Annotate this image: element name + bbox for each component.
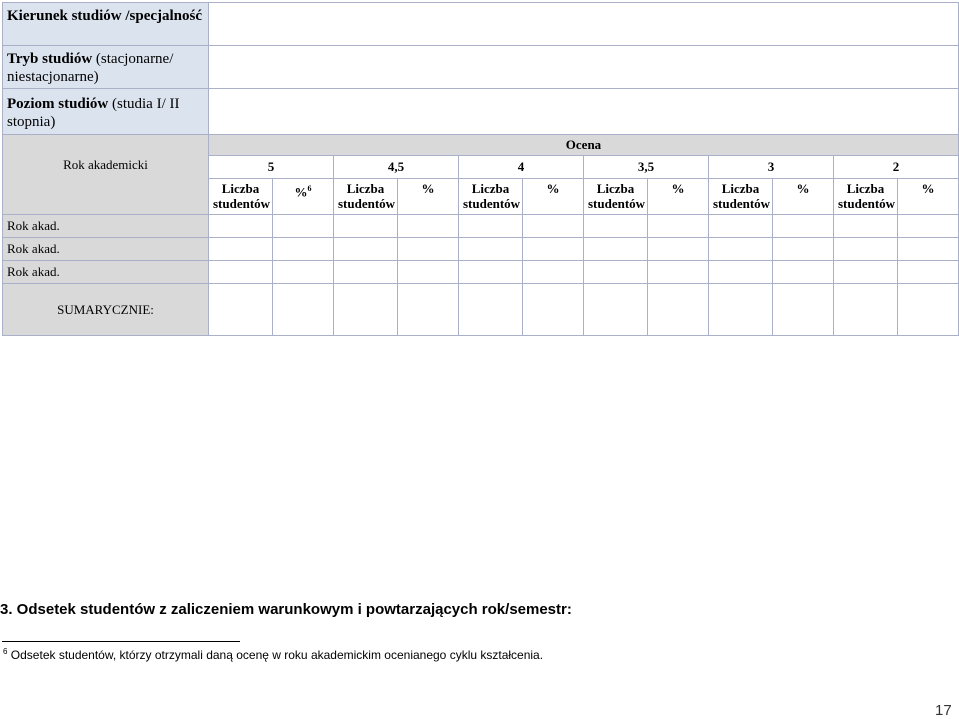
liczba-header-5: Liczba studentów bbox=[209, 179, 273, 215]
data-cell[interactable] bbox=[834, 261, 898, 284]
data-cell[interactable] bbox=[334, 238, 398, 261]
row-label: Rok akad. bbox=[3, 215, 209, 238]
data-cell[interactable] bbox=[773, 284, 834, 336]
data-cell[interactable] bbox=[648, 284, 709, 336]
data-cell[interactable] bbox=[648, 238, 709, 261]
data-cell[interactable] bbox=[334, 215, 398, 238]
data-cell[interactable] bbox=[773, 261, 834, 284]
page-number: 17 bbox=[935, 702, 952, 719]
tryb-cell bbox=[3, 46, 209, 89]
percent-header-4-5: % bbox=[398, 179, 459, 215]
rok-akademicki-label: Rok akademicki bbox=[63, 157, 148, 172]
data-cell[interactable] bbox=[398, 261, 459, 284]
data-cell[interactable] bbox=[898, 261, 959, 284]
grade-3: 3 bbox=[709, 156, 834, 179]
ocena-label: Ocena bbox=[565, 137, 602, 152]
data-cell[interactable] bbox=[459, 215, 523, 238]
poziom-value-cell[interactable] bbox=[209, 89, 959, 135]
evaluation-form-table bbox=[2, 2, 959, 336]
data-cell[interactable] bbox=[584, 215, 648, 238]
data-cell[interactable] bbox=[398, 215, 459, 238]
data-cell[interactable] bbox=[334, 284, 398, 336]
data-cell[interactable] bbox=[898, 215, 959, 238]
summary-label: SUMARYCZNIE: bbox=[3, 284, 209, 336]
data-cell[interactable] bbox=[459, 261, 523, 284]
table-row bbox=[3, 215, 959, 238]
data-cell[interactable] bbox=[273, 261, 334, 284]
liczba-header-4-5: Liczba studentów bbox=[334, 179, 398, 215]
data-cell[interactable] bbox=[834, 215, 898, 238]
data-cell[interactable] bbox=[773, 238, 834, 261]
poziom-cell bbox=[3, 89, 209, 135]
data-cell[interactable] bbox=[334, 261, 398, 284]
data-cell[interactable] bbox=[584, 284, 648, 336]
data-cell[interactable] bbox=[834, 284, 898, 336]
data-cell[interactable] bbox=[834, 238, 898, 261]
percent-header-3: % bbox=[773, 179, 834, 215]
footnote-separator bbox=[2, 641, 240, 642]
tryb-note: (stacjonarne/ niestacjonarne) bbox=[7, 51, 174, 85]
percent-header-3-5: % bbox=[648, 179, 709, 215]
grade-4: 4 bbox=[459, 156, 584, 179]
data-cell[interactable] bbox=[898, 284, 959, 336]
kierunek-label: Kierunek studiów /specjalność bbox=[7, 8, 203, 24]
grade-4-5: 4,5 bbox=[334, 156, 459, 179]
data-cell[interactable] bbox=[898, 238, 959, 261]
kierunek-cell bbox=[3, 3, 209, 46]
data-cell[interactable] bbox=[709, 238, 773, 261]
data-cell[interactable] bbox=[773, 215, 834, 238]
grade-2: 2 bbox=[834, 156, 959, 179]
percent-header-5: %$^6$ bbox=[273, 179, 334, 215]
data-cell[interactable] bbox=[459, 284, 523, 336]
data-cell[interactable] bbox=[273, 215, 334, 238]
grade-5: 5 bbox=[209, 156, 334, 179]
data-cell[interactable] bbox=[209, 215, 273, 238]
tryb-label: Tryb studiów bbox=[7, 51, 93, 67]
data-cell[interactable] bbox=[709, 261, 773, 284]
footnote-mark: 6 bbox=[3, 647, 8, 656]
liczba-header-2: Liczba studentów bbox=[834, 179, 898, 215]
data-cell[interactable] bbox=[209, 238, 273, 261]
data-cell[interactable] bbox=[523, 284, 584, 336]
data-cell[interactable] bbox=[709, 215, 773, 238]
tryb-value-cell[interactable] bbox=[209, 46, 959, 89]
data-cell[interactable] bbox=[523, 215, 584, 238]
grade-3-5: 3,5 bbox=[584, 156, 709, 179]
data-cell[interactable] bbox=[273, 284, 334, 336]
footnote bbox=[3, 647, 543, 662]
data-cell[interactable] bbox=[709, 284, 773, 336]
footnote-text: Odsetek studentów, którzy otrzymali daną ocenę w roku akademickim ocenianego cyklu kształcenia. bbox=[10, 648, 544, 662]
section-3-heading: 3. Odsetek studentów z zaliczeniem warunkowym i powtarzających rok/semestr: bbox=[0, 601, 572, 618]
kierunek-value-cell[interactable] bbox=[209, 3, 959, 46]
poziom-label: Poziom studiów bbox=[7, 96, 109, 112]
summary-row bbox=[3, 284, 959, 336]
data-cell[interactable] bbox=[459, 238, 523, 261]
percent-header-4: % bbox=[523, 179, 584, 215]
footnote-ref: 6 bbox=[307, 184, 312, 193]
liczba-header-3-5: Liczba studentów bbox=[584, 179, 648, 215]
poziom-note: (studia I/ II stopnia) bbox=[7, 96, 180, 130]
data-cell[interactable] bbox=[209, 261, 273, 284]
data-cell[interactable] bbox=[523, 261, 584, 284]
table-row bbox=[3, 238, 959, 261]
percent-header-2: % bbox=[898, 179, 959, 215]
liczba-header-3: Liczba studentów bbox=[709, 179, 773, 215]
row-label: Rok akad. bbox=[3, 261, 209, 284]
data-cell[interactable] bbox=[584, 238, 648, 261]
data-cell[interactable] bbox=[584, 261, 648, 284]
ocena-header bbox=[209, 135, 959, 156]
data-cell[interactable] bbox=[209, 284, 273, 336]
data-cell[interactable] bbox=[273, 238, 334, 261]
table-row bbox=[3, 261, 959, 284]
data-cell[interactable] bbox=[523, 238, 584, 261]
data-cell[interactable] bbox=[648, 261, 709, 284]
rok-akademicki-header bbox=[3, 135, 209, 215]
data-cell[interactable] bbox=[648, 215, 709, 238]
data-cell[interactable] bbox=[398, 284, 459, 336]
liczba-header-4: Liczba studentów bbox=[459, 179, 523, 215]
row-label: Rok akad. bbox=[3, 238, 209, 261]
data-cell[interactable] bbox=[398, 238, 459, 261]
